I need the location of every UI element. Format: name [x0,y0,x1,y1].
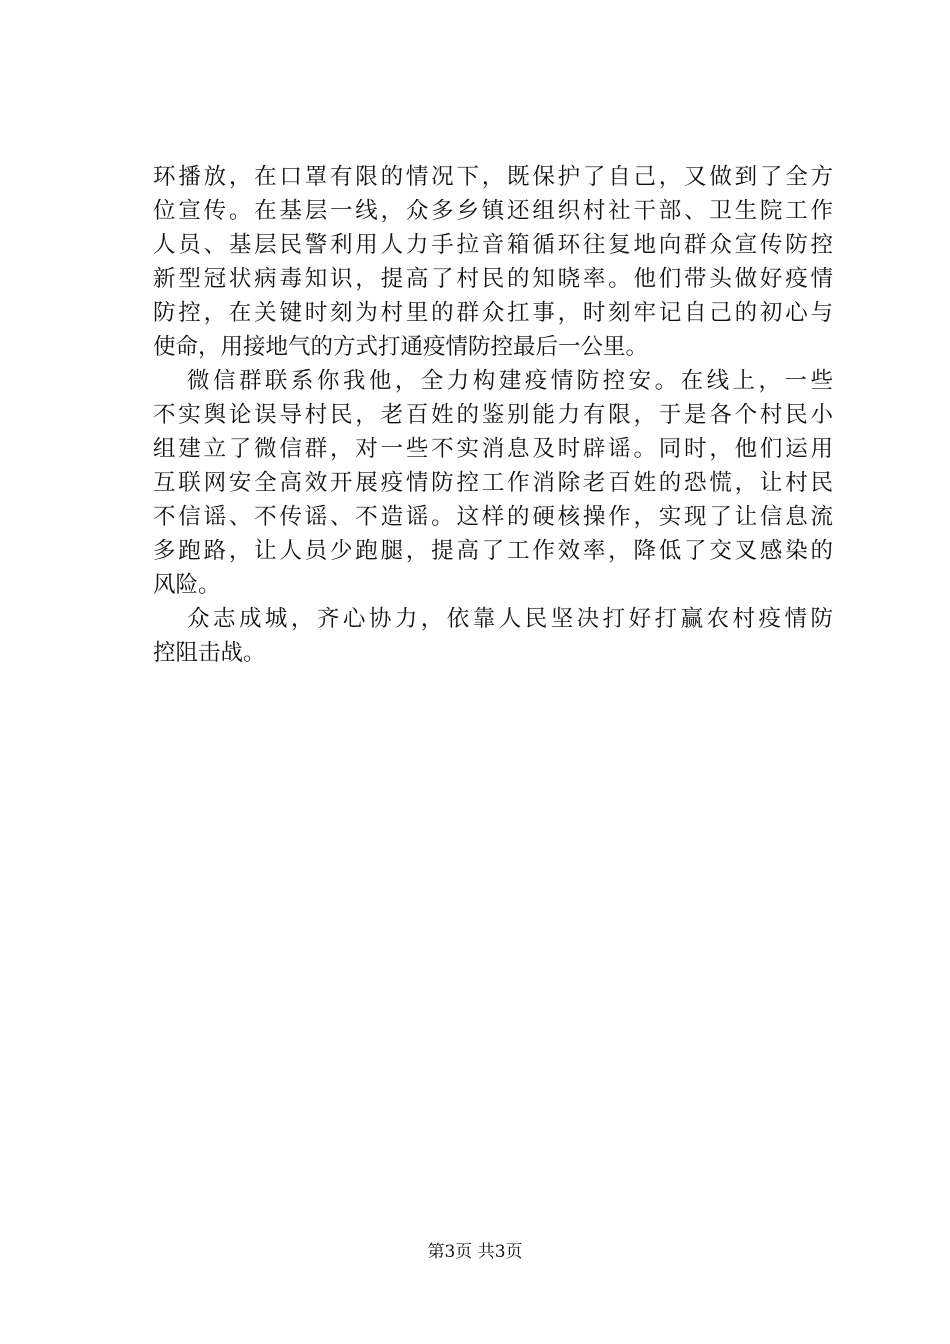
text-line: 多跑路，让人员少跑腿，提高了工作效率，降低了交叉感染的 [153,538,833,564]
text-line: 风险。 [153,572,221,598]
text-line: 人员、基层民警利用人力手拉音箱循环往复地向群众宣传防控 [153,232,833,258]
text-line: 位宣传。在基层一线，众多乡镇还组织村社干部、卫生院工作 [153,198,833,224]
text-line: 众志成城，齐心协力，依靠人民坚决打好打赢农村疫情防 [187,606,833,632]
text-line: 互联网安全高效开展疫情防控工作消除老百姓的恐慌，让村民 [153,470,833,496]
page-number-footer: 第3页 共3页 [427,1242,523,1262]
text-line: 防控，在关键时刻为村里的群众扛事，时刻牢记自己的初心与 [153,300,833,326]
text-line: 组建立了微信群，对一些不实消息及时辟谣。同时，他们运用 [153,436,833,462]
text-line: 控阻击战。 [153,640,266,666]
text-line: 不信谣、不传谣、不造谣。这样的硬核操作，实现了让信息流 [153,504,833,530]
body-text [153,160,833,670]
text-line: 不实舆论误导村民，老百姓的鉴别能力有限，于是各个村民小 [153,402,833,428]
text-line: 环播放，在口罩有限的情况下，既保护了自己，又做到了全方 [153,164,833,190]
text-line: 新型冠状病毒知识，提高了村民的知晓率。他们带头做好疫情 [153,266,833,292]
text-line: 使命，用接地气的方式打通疫情防控最后一公里。 [153,334,649,360]
text-line: 微信群联系你我他，全力构建疫情防控安。在线上，一些 [187,368,833,394]
